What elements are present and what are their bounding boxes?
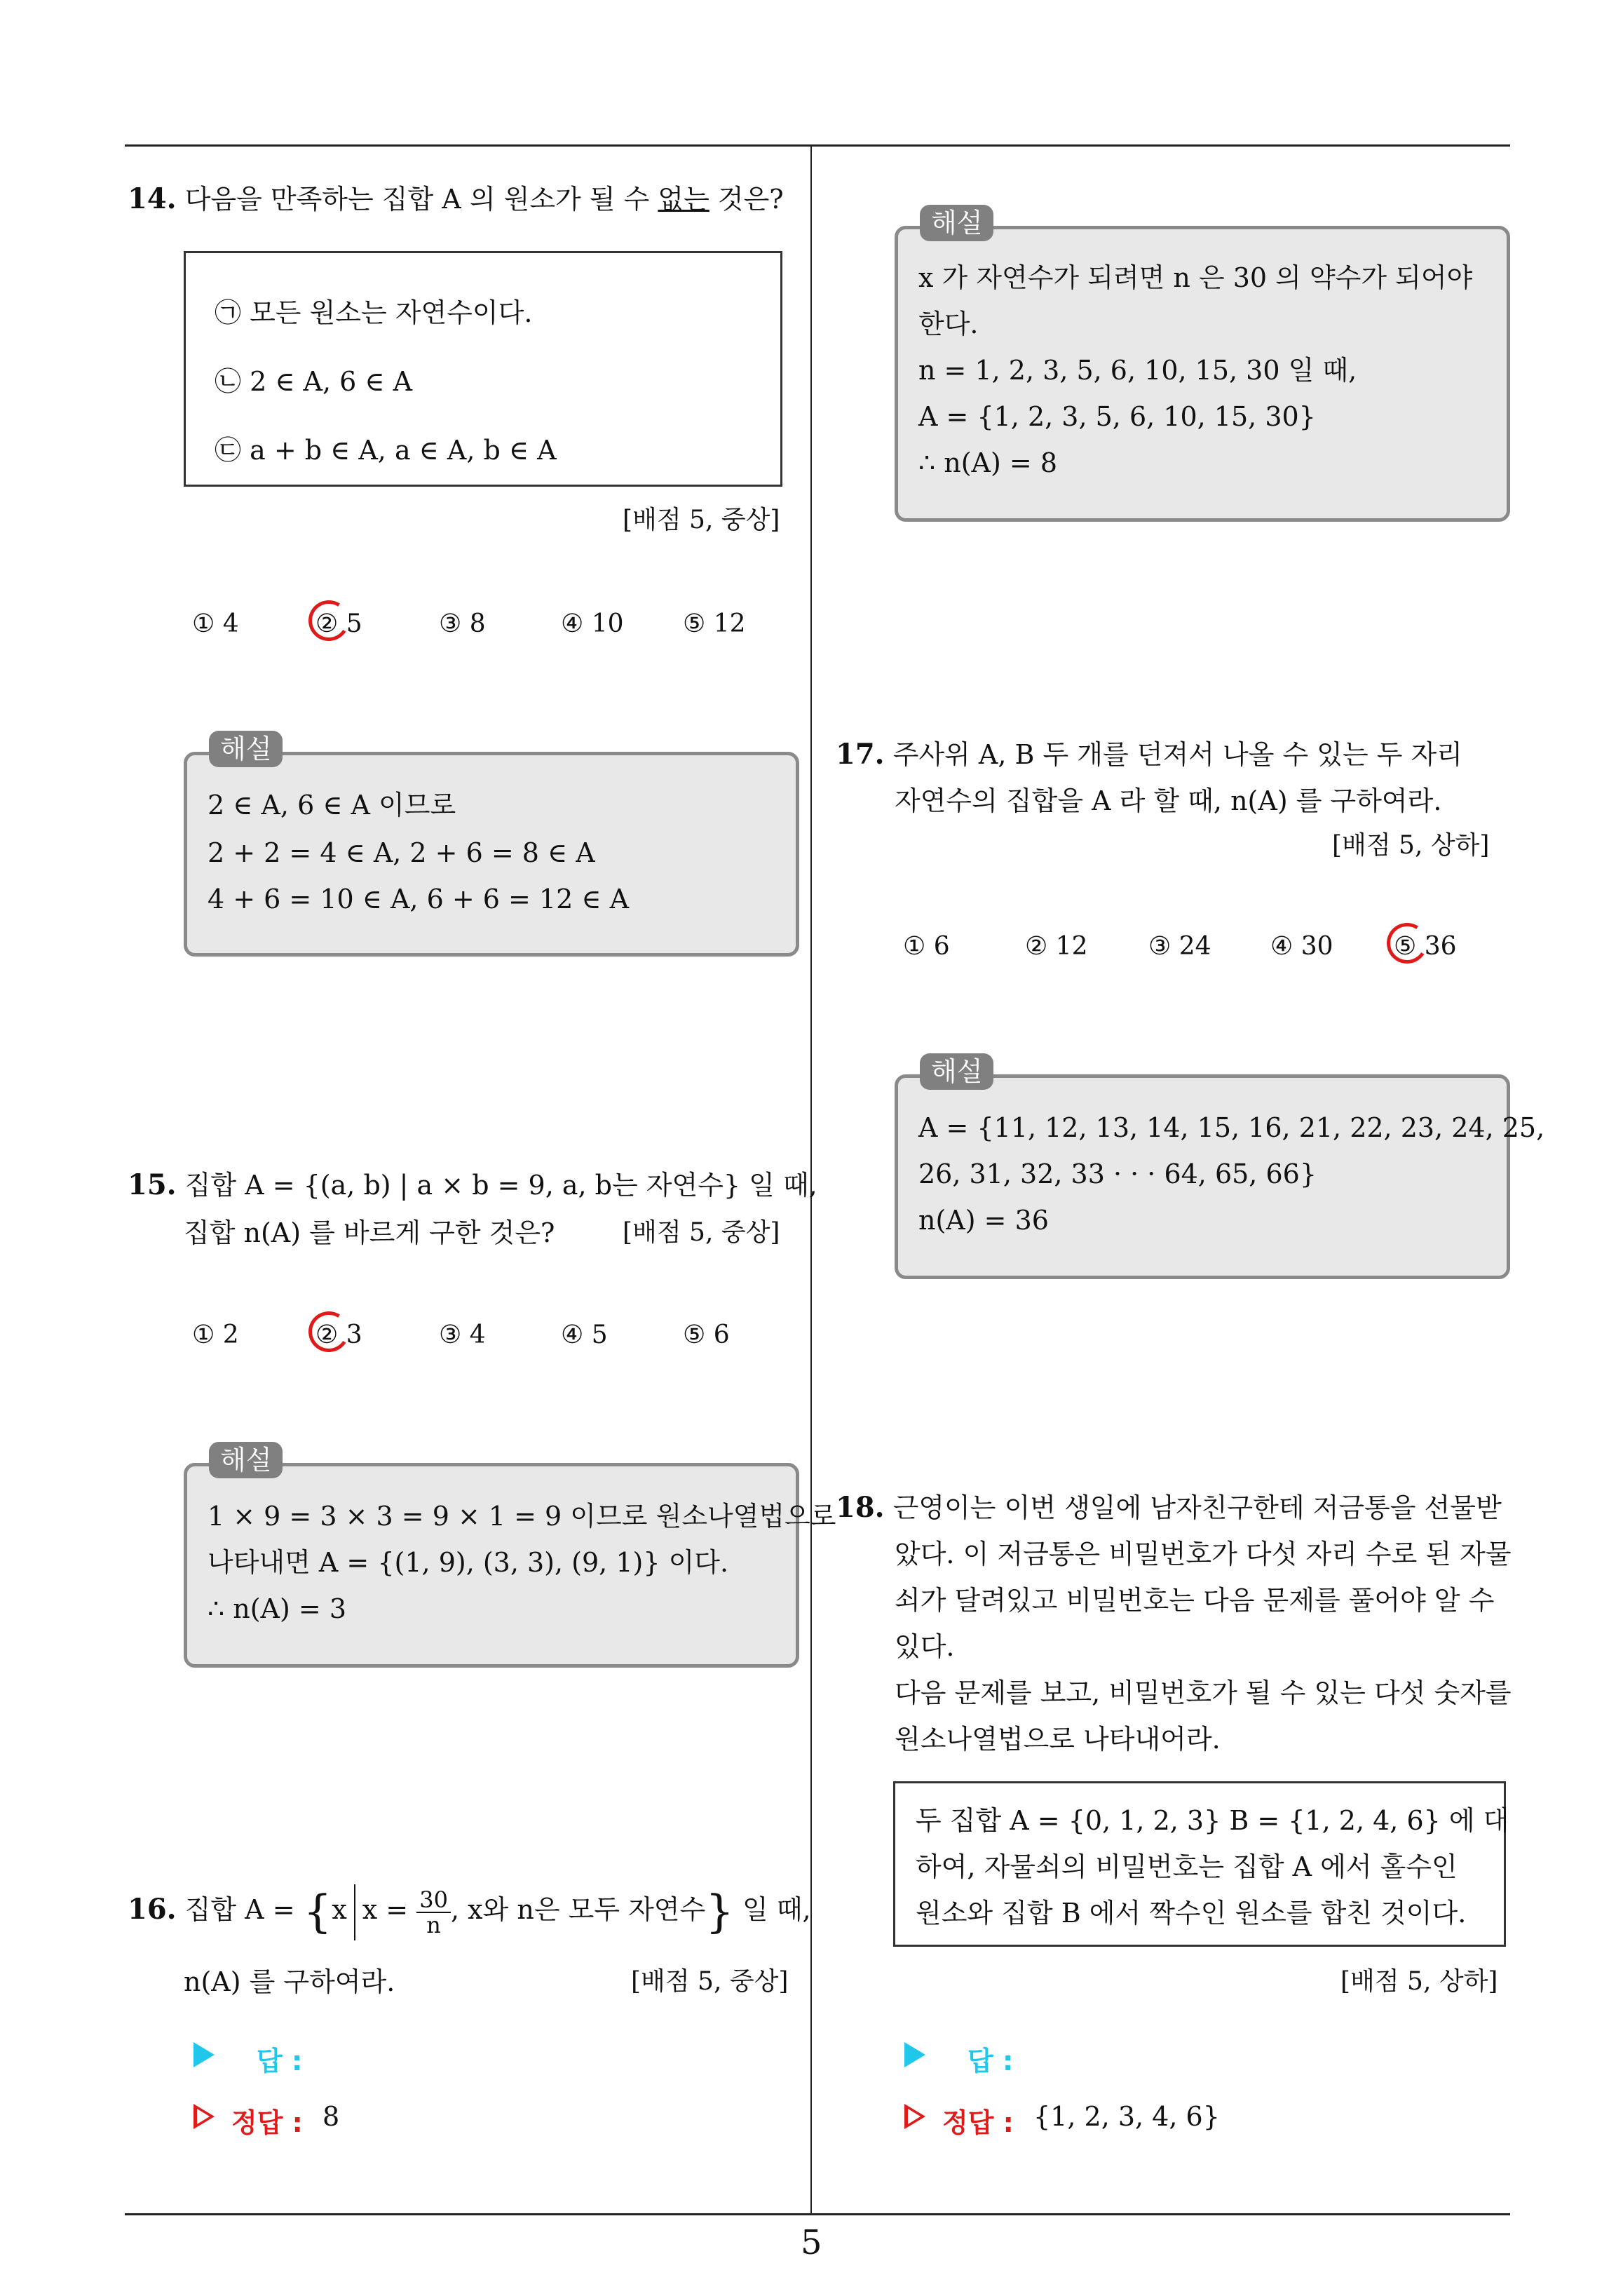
q16-number: 16. [128,1893,177,1926]
q16-solution-tag: 해설 [920,205,993,241]
q18-box-line-2: 하여, 자물쇠의 비밀번호는 집합 A 에서 홀수인 [916,1851,1458,1882]
q14-choice-4[interactable]: ④ 10 [561,609,624,638]
q18-answer-label: 답 : [967,2046,1014,2076]
q17-stem-line-2: 자연수의 집합을 A 라 할 때, n(A) 를 구하여라. [895,785,1442,816]
q15-stem-line-2: 집합 n(A) 를 바르게 구한 것은? [184,1217,555,1248]
q15-solution-line-3: ∴ n(A) = 3 [208,1593,346,1624]
q18-correct-label: 정답 : [942,2107,1014,2138]
q15-choice-4[interactable]: ④ 5 [561,1321,608,1349]
q18-correct-value: {1, 2, 3, 4, 6} [1033,2101,1220,2132]
q16-correct-arrow-inner [197,2109,210,2124]
bottom-rule [125,2213,1510,2215]
q17-stem-line-1: 17. 주사위 A, B 두 개를 던져서 나올 수 있는 두 자리 [836,738,1462,771]
right-brace: } [705,1886,734,1938]
q15-solution-line-1: 1 × 9 = 3 × 3 = 9 × 1 = 9 이므로 원소나열법으로 [208,1501,836,1532]
q17-solution-line-3: n(A) = 36 [918,1205,1049,1236]
q18-box-line-3: 원소와 집합 B 에서 짝수인 원소를 합친 것이다. [916,1898,1467,1929]
q17-choice-5[interactable]: ⑤ 36 [1394,932,1457,961]
q14-choice-5[interactable]: ⑤ 12 [683,609,746,638]
q16-solution-line-5: ∴ n(A) = 8 [918,447,1057,478]
q14-condition-3: ㉢ a + b ∈ A, a ∈ A, b ∈ A [215,435,557,466]
top-rule [125,144,1510,147]
q17-solution-line-1: A = {11, 12, 13, 14, 15, 16, 21, 22, 23, 24, 25, [918,1112,1545,1143]
q17-number: 17. [836,738,885,771]
q14-condition-2: ㉡ 2 ∈ A, 6 ∈ A [215,366,413,397]
q17-points: [배점 5, 상하] [1332,831,1490,860]
q18-answer-arrow-icon [904,2042,925,2067]
set-builder-bar [354,1884,355,1940]
q14-condition-1: ㉠ 모든 원소는 자연수이다. [215,297,533,328]
q18-stem-line-2: 았다. 이 저금통은 비밀번호가 다섯 자리 수로 된 자물 [895,1539,1512,1569]
q16-answer-arrow-icon [193,2042,215,2067]
q14-choice-2[interactable]: ② 5 [315,609,362,638]
q15-solution-tag: 해설 [209,1442,283,1478]
q15-choice-5[interactable]: ⑤ 6 [683,1321,730,1349]
q18-stem-line-4: 있다. [895,1631,955,1662]
q18-number: 18. [836,1491,885,1524]
q16-solution-line-2: 한다. [918,309,979,339]
q16-answer-label: 답 : [257,2046,303,2076]
q16-solution-line-1: x 가 자연수가 되려면 n 은 30 의 약수가 되어야 [918,262,1473,293]
q14-stem: 14. 다음을 만족하는 집합 A 의 원소가 될 수 없는 것은? [128,182,784,215]
q14-solution-line-1: 2 ∈ A, 6 ∈ A 이므로 [208,790,456,821]
fraction-30-over-n: $\frac{30}{n}$ [416,1888,451,1937]
q17-solution-line-2: 26, 31, 32, 33 · · · 64, 65, 66} [918,1159,1317,1189]
q16-correct-label: 정답 : [231,2107,303,2138]
q14-solution-line-2: 2 + 2 = 4 ∈ A, 2 + 6 = 8 ∈ A [208,837,595,868]
q15-solution-line-2: 나타내면 A = {(1, 9), (3, 3), (9, 1)} 이다. [208,1547,729,1578]
q14-points: [배점 5, 중상] [623,506,780,534]
q16-points: [배점 5, 중상] [631,1967,789,1996]
q16-solution-line-4: A = {1, 2, 3, 5, 6, 10, 15, 30} [918,401,1316,432]
q15-points: [배점 5, 중상] [623,1218,780,1247]
q15-stem-line-1: 15. 집합 A = {(a, b) | a × b = 9, a, b는 자연수} 일 때, [128,1168,817,1201]
q18-stem-line-5: 다음 문제를 보고, 비밀번호가 될 수 있는 다섯 숫자를 [895,1677,1512,1708]
q16-solution-line-3: n = 1, 2, 3, 5, 6, 10, 15, 30 일 때, [918,355,1357,386]
q14-choice-3[interactable]: ③ 8 [439,609,486,638]
q14-number: 14. [128,182,177,215]
q18-stem-line-6: 원소나열법으로 나타내어라. [895,1724,1221,1755]
q17-choice-4[interactable]: ④ 30 [1270,932,1333,961]
q17-choice-1[interactable]: ① 6 [903,932,950,961]
q18-stem-line-1: 18. 근영이는 이번 생일에 남자친구한테 저금통을 선물받 [836,1491,1502,1524]
q18-stem-line-3: 쇠가 달려있고 비밀번호는 다음 문제를 풀어야 알 수 [895,1585,1495,1616]
q18-correct-arrow-inner [908,2109,921,2124]
q14-solution-tag: 해설 [209,731,283,767]
q14-choice-1[interactable]: ① 4 [192,609,239,638]
q16-correct-value: 8 [322,2101,340,2132]
q16-stem-line-1: 16. 집합 A = {x x = $\frac{30}{n}$ , x와 n은 모두 자연수} 일 때, [128,1878,811,1941]
q18-box-line-1: 두 집합 A = {0, 1, 2, 3} B = {1, 2, 4, 6} 에 대 [916,1805,1509,1836]
q15-choice-1[interactable]: ① 2 [192,1321,239,1349]
q16-stem-line-2: n(A) 를 구하여라. [184,1966,395,1997]
q17-choice-3[interactable]: ③ 24 [1148,932,1211,961]
q15-choice-2[interactable]: ② 3 [315,1321,362,1349]
q17-choice-2[interactable]: ② 12 [1025,932,1088,961]
page-number: 5 [801,2223,822,2262]
q18-points: [배점 5, 상하] [1340,1967,1498,1996]
q15-choice-3[interactable]: ③ 4 [439,1321,486,1349]
q17-solution-tag: 해설 [920,1053,993,1090]
q14-solution-line-3: 4 + 6 = 10 ∈ A, 6 + 6 = 12 ∈ A [208,884,630,914]
left-brace: { [303,1886,332,1938]
q15-number: 15. [128,1168,177,1201]
